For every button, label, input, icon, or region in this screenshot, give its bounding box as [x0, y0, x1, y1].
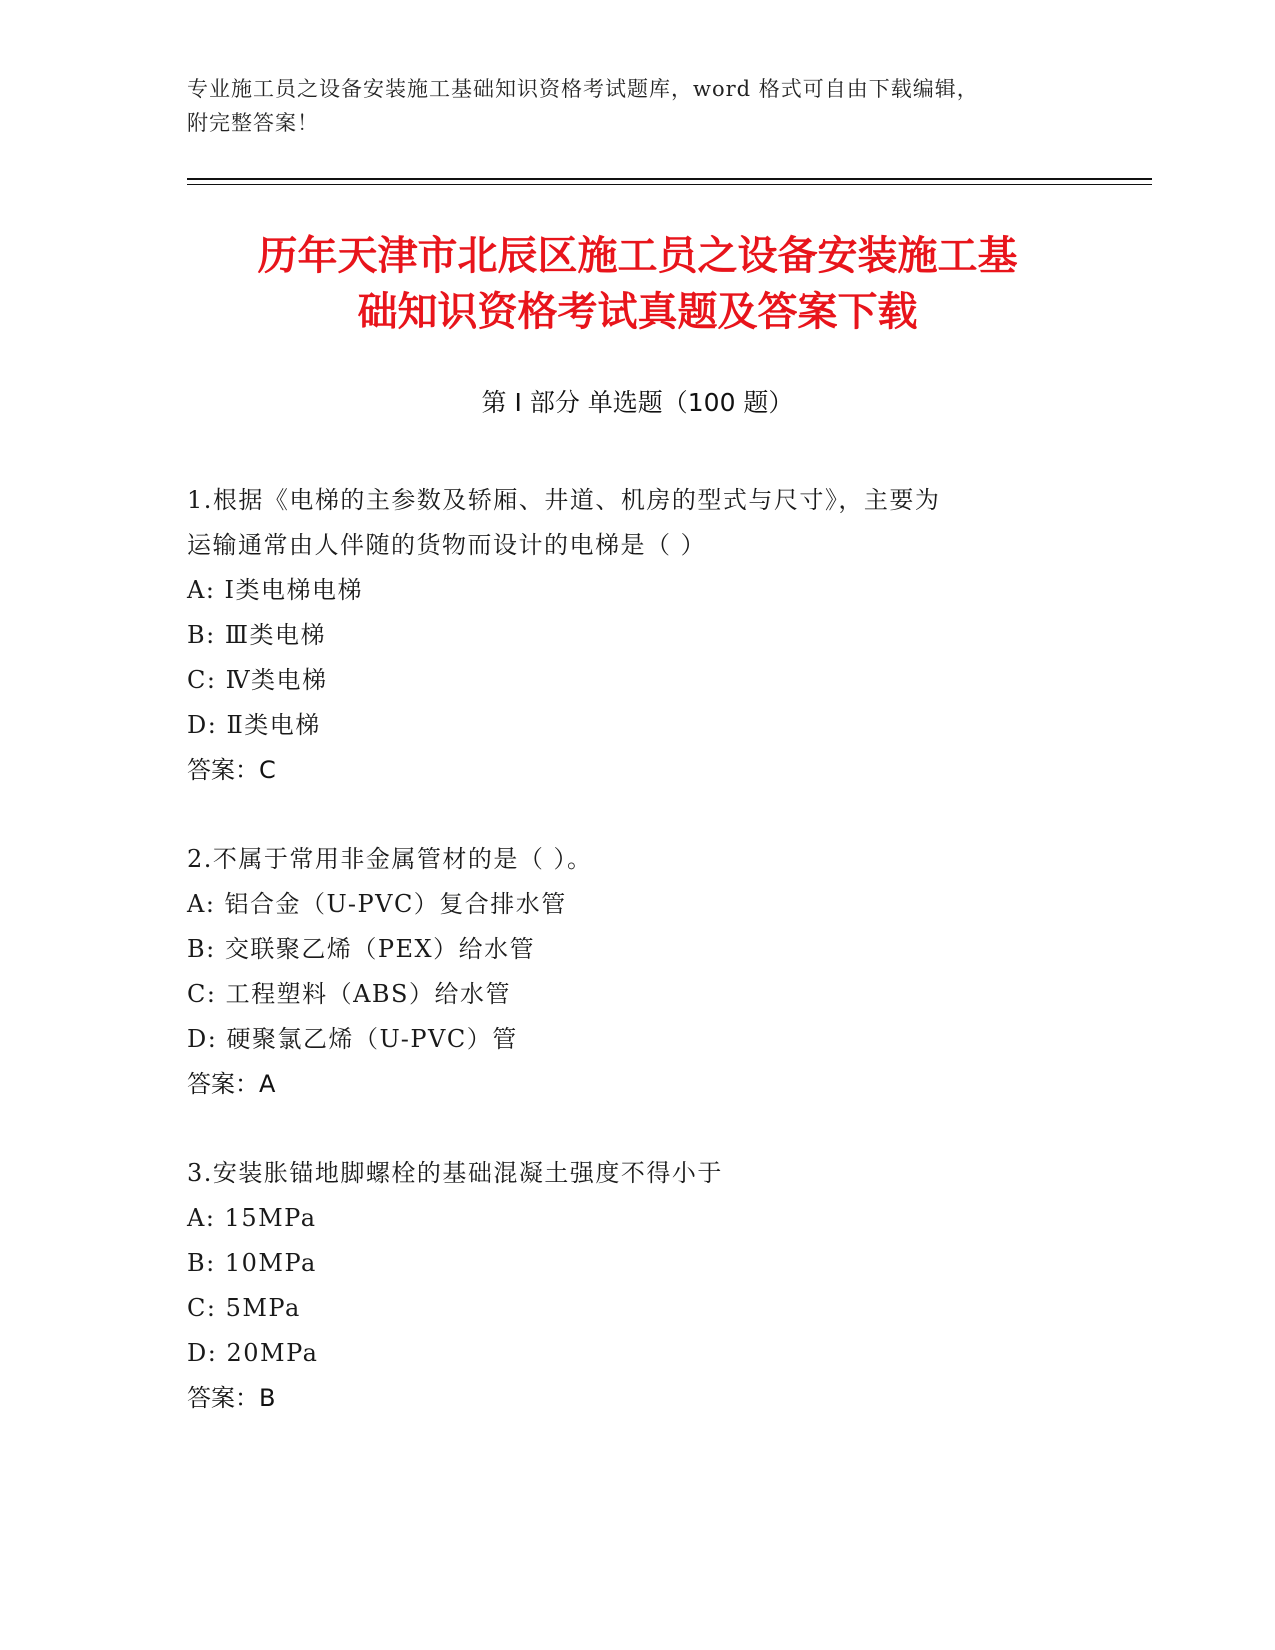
option-b: B: 10MPa: [187, 1249, 317, 1277]
document-title-line-1: 历年天津市北辰区施工员之设备安装施工基: [257, 233, 1018, 279]
option-a: A: 15MPa: [187, 1204, 317, 1232]
question-2: [187, 837, 1087, 1107]
header-line-1: 专业施工员之设备安装施工基础知识资格考试题库，word 格式可自由下载编辑，: [187, 77, 979, 101]
option-a: A: Ⅰ类电梯电梯: [187, 576, 364, 604]
question-list: [187, 478, 1087, 1465]
page-header: [187, 72, 1087, 140]
option-d: D: 20MPa: [187, 1339, 319, 1367]
document-title-line-2: 础知识资格考试真题及答案下载: [357, 289, 918, 335]
question-stem: 1.根据《电梯的主参数及轿厢、井道、机房的型式与尺寸》，主要为: [187, 486, 941, 514]
option-b: B: 交联聚乙烯（PEX）给水管: [187, 935, 536, 963]
answer: 答案：B: [187, 1384, 276, 1412]
answer: 答案：A: [187, 1070, 276, 1098]
answer: 答案：C: [187, 756, 276, 784]
question-stem: 3.安装胀锚地脚螺栓的基础混凝土强度不得小于: [187, 1159, 723, 1187]
question-stem: 2.不属于常用非金属管材的是（ ）。: [187, 845, 593, 873]
option-d: D: 硬聚氯乙烯（U-PVC）管: [187, 1025, 518, 1053]
document-title: [160, 228, 1115, 340]
option-c: C: 5MPa: [187, 1294, 301, 1322]
section-title: 第 I 部分 单选题（100 题）: [481, 388, 794, 417]
option-d: D: Ⅱ类电梯: [187, 711, 321, 739]
header-divider-thick: [187, 178, 1152, 180]
header-line-2: 附完整答案！: [187, 111, 319, 135]
question-stem-continued: 运输通常由人伴随的货物而设计的电梯是（ ）: [187, 531, 707, 559]
option-a: A: 铝合金（U-PVC）复合排水管: [187, 890, 567, 918]
option-b: B: Ⅲ类电梯: [187, 621, 326, 649]
option-c: C: Ⅳ类电梯: [187, 666, 328, 694]
header-divider-thin: [187, 184, 1152, 185]
question-3: [187, 1151, 1087, 1421]
question-1: [187, 478, 1087, 793]
option-c: C: 工程塑料（ABS）给水管: [187, 980, 511, 1008]
